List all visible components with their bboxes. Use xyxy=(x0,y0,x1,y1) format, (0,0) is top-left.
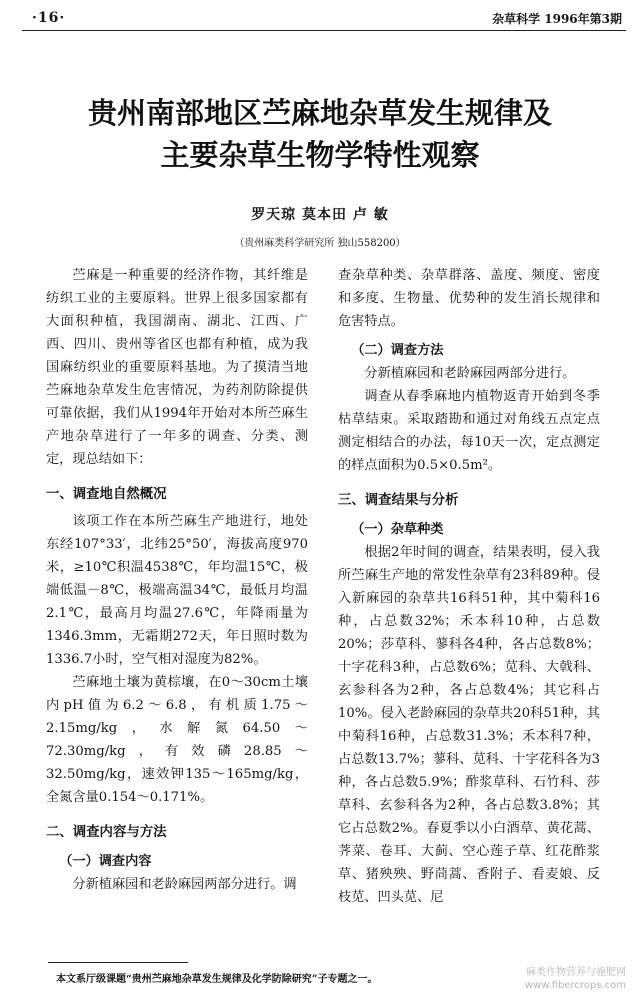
section-3-subheading-1: （一）杂草种类 xyxy=(351,522,444,537)
section-1-heading: 一、调查地自然概况 xyxy=(46,486,167,502)
footnote: 本文系厅级课题“贵州苎麻地杂草发生规律及化学防除研究”子专题之一。 xyxy=(56,974,378,985)
header-rule xyxy=(22,30,626,31)
title-line-2: 主要杂草生物学特性观察 xyxy=(160,138,480,172)
title-line-1: 贵州南部地区苎麻地杂草发生规律及 xyxy=(87,96,552,130)
running-header xyxy=(22,8,622,30)
section-2-1-paragraph-start: 分新植麻园和老龄麻园两部分进行。调 xyxy=(72,877,297,892)
section-1-paragraph-2: 苎麻地土壤为黄棕壤，在0～30cm土壤内pH值为6.2～6.8，有机质1.75～2.15mg/kg，水解氮64.50～72.30mg/kg，有效磷28.85～32.50mg/kg，速效钾135～165mg/kg，全氮含量0.154～0.171%。 xyxy=(46,675,308,805)
watermark-line-2: www.fibercrops.com xyxy=(524,980,626,991)
section-2-2-paragraph-1: 分新植麻园和老龄麻园两部分进行。 xyxy=(364,366,576,381)
footnote-rule xyxy=(48,962,188,963)
page-number: ·16· xyxy=(32,10,66,26)
author-affiliation: （贵州麻类科学研究所 独山558200） xyxy=(234,238,406,249)
article-title xyxy=(20,92,620,176)
watermark xyxy=(506,966,626,992)
watermark-line-1: 麻类作物营养与施肥网 xyxy=(526,967,626,978)
section-2-2-paragraph-2: 调查从春季麻地内植物返青开始到冬季枯草结束。采取踏勘和通过对角线五点定点测定相结合的办法，每10天一次，定点测定的样点面积为0.5×0.5m²。 xyxy=(338,389,600,473)
section-1-paragraph-1: 该项工作在本所苎麻生产地进行，地处东经107°33′，北纬25°50′，海拔高度970米，≥10℃积温4538℃，年均温15℃，极端低温－8℃，极端高温34℃，最低月均温2.1℃，最高月均温27.6℃，年降雨量为1346.3mm，无霜期272天，年日照时数为1336.7小时，空气相对湿度为82%。 xyxy=(46,514,308,667)
section-3-paragraph-1: 根据2年时间的调查，结果表明，侵入我所苎麻生产地的常发性杂草有23科89种。侵入新麻园的杂草共16科51种，其中菊科16种，占总数32%；禾本科10种，占总数20%；莎草科、蓼科各4种，各占总数8%；十字花科3种，占总数6%；苋科、大戟科、玄参科各为2种，各占总数4%；其它科占10%。侵入老龄麻园的杂草共20科51种，其中菊科16种，占总数31.3%；禾本科7种，占总数13.7%；蓼科、苋科、十字花科各为3种，各占总数5.9%；酢浆草科、石竹科、莎草科、玄参科各为2种，各占总数3.8%；其它占总数2%。春夏季以小白酒草、黄花蒿、荠菜、卷耳、大蓟、空心莲子草、红花酢浆草、猪殃殃、野茼蒿、香附子、看麦娘、反枝苋、凹头苋、尼 xyxy=(338,545,600,905)
section-2-1-paragraph-continued: 查杂草种类、杂草群落、盖度、频度、密度和多度、生物量、优势种的发生消长规律和危害特点。 xyxy=(338,268,600,329)
intro-paragraph: 苎麻是一种重要的经济作物，其纤维是纺织工业的主要原料。世界上很多国家都有大面积种植，我国湖南、湖北、江西、广西、四川、贵州等省区也都有种植，成为我国麻纺织业的重要原料基地。为了摸清当地苎麻地杂草发生危害情况，为药剂防除提供可靠依据，我们从1994年开始对本所苎麻生产地杂草进行了一年多的调查、分类、测定，现总结如下： xyxy=(46,268,308,467)
journal-issue: 杂草科学 1996年第3期 xyxy=(492,12,622,26)
section-2-subheading-2: （二）调查方法 xyxy=(351,343,444,358)
right-column xyxy=(338,264,600,909)
section-3-heading: 三、调查结果与分析 xyxy=(338,492,459,508)
left-column xyxy=(46,264,308,896)
section-2-heading: 二、调查内容与方法 xyxy=(46,824,167,840)
article-authors: 罗天琼 莫本田 卢 敏 xyxy=(251,207,389,223)
section-2-subheading-1: （一）调查内容 xyxy=(59,854,152,869)
